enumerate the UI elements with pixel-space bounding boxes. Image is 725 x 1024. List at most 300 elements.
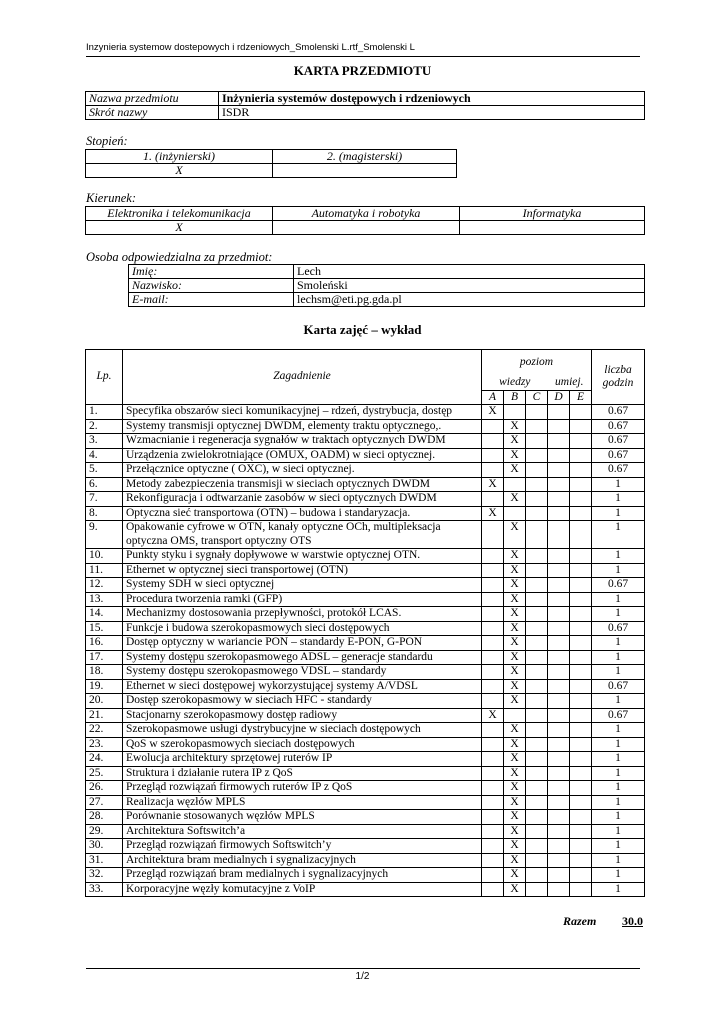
row-hours: 0.67 [592, 621, 645, 636]
row-lp: 6. [86, 477, 123, 492]
row-level-a [482, 463, 504, 478]
last-name-value: Smoleński [294, 279, 645, 293]
row-topic: Funkcje i budowa szerokopasmowych sieci dostępowych [123, 621, 482, 636]
row-level-c [526, 737, 548, 752]
row-level-d [548, 694, 570, 709]
row-hours: 1 [592, 839, 645, 854]
row-hours: 1 [592, 694, 645, 709]
row-level-a [482, 419, 504, 434]
row-topic: Wzmacnianie i regeneracja sygnałów w traktach optycznych DWDM [123, 434, 482, 449]
row-level-b: X [504, 781, 526, 796]
subject-name-label: Nazwa przedmiotu [86, 92, 219, 106]
row-level-b: X [504, 492, 526, 507]
table-row [86, 621, 645, 636]
table-row [86, 492, 645, 507]
row-level-a: X [482, 708, 504, 723]
col-skills-header: umiej. [548, 376, 592, 390]
row-level-a [482, 868, 504, 883]
row-level-a [482, 694, 504, 709]
row-level-d [548, 492, 570, 507]
row-topic: Architektura bram medialnych i sygnalizacyjnych [123, 853, 482, 868]
row-hours: 0.67 [592, 578, 645, 593]
row-level-e [570, 405, 592, 420]
row-level-d [548, 868, 570, 883]
row-level-c [526, 419, 548, 434]
row-level-a [482, 766, 504, 781]
row-level-b: X [504, 650, 526, 665]
row-level-b [504, 506, 526, 521]
row-hours: 1 [592, 723, 645, 738]
row-level-b: X [504, 578, 526, 593]
row-hours: 1 [592, 853, 645, 868]
row-level-e [570, 492, 592, 507]
row-level-b: X [504, 463, 526, 478]
row-lp: 3. [86, 434, 123, 449]
row-lp: 17. [86, 650, 123, 665]
row-topic: Specyfika obszarów sieci komunikacyjnej – rdzeń, dystrybucja, dostęp [123, 405, 482, 420]
row-lp: 12. [86, 578, 123, 593]
row-topic: Dostęp optyczny w wariancie PON – standardy E-PON, G-PON [123, 636, 482, 651]
row-level-b: X [504, 419, 526, 434]
row-level-d [548, 434, 570, 449]
row-level-d [548, 737, 570, 752]
row-level-a [482, 521, 504, 549]
row-level-c [526, 506, 548, 521]
row-hours: 1 [592, 650, 645, 665]
row-level-a [482, 737, 504, 752]
row-level-b: X [504, 448, 526, 463]
row-level-b [504, 405, 526, 420]
table-row [86, 477, 645, 492]
row-level-c [526, 665, 548, 680]
row-level-a [482, 549, 504, 564]
table-row [86, 723, 645, 738]
row-hours: 1 [592, 549, 645, 564]
row-level-a [482, 824, 504, 839]
row-level-a [482, 434, 504, 449]
row-level-a [482, 492, 504, 507]
row-level-c [526, 795, 548, 810]
table-row [86, 434, 645, 449]
row-topic: Architektura Softswitch’a [123, 824, 482, 839]
row-level-d [548, 650, 570, 665]
row-topic: Przegląd rozwiązań firmowych ruterów IP z QoS [123, 781, 482, 796]
row-lp: 18. [86, 665, 123, 680]
email-value: lechsm@eti.pg.gda.pl [294, 293, 645, 307]
row-level-b: X [504, 795, 526, 810]
row-lp: 22. [86, 723, 123, 738]
level-b-header: B [504, 390, 526, 405]
table-row [86, 839, 645, 854]
row-lp: 25. [86, 766, 123, 781]
row-level-c [526, 882, 548, 897]
row-level-c [526, 723, 548, 738]
table-row [86, 824, 645, 839]
row-level-b: X [504, 549, 526, 564]
subject-abbr-value: ISDR [219, 106, 645, 120]
table-row [86, 708, 645, 723]
row-hours: 1 [592, 506, 645, 521]
row-level-e [570, 607, 592, 622]
row-lp: 8. [86, 506, 123, 521]
row-hours: 1 [592, 477, 645, 492]
row-level-e [570, 650, 592, 665]
row-level-b: X [504, 737, 526, 752]
table-row [86, 563, 645, 578]
level-e-header: E [570, 390, 592, 405]
row-topic: Porównanie stosowanych węzłów MPLS [123, 810, 482, 825]
row-level-b: X [504, 592, 526, 607]
row-lp: 31. [86, 853, 123, 868]
col-topic-header: Zagadnienie [123, 350, 482, 405]
row-level-c [526, 868, 548, 883]
row-level-e [570, 737, 592, 752]
row-level-c [526, 448, 548, 463]
table-row [86, 795, 645, 810]
row-hours: 0.67 [592, 405, 645, 420]
person-table [128, 264, 645, 307]
direction-label: Kierunek: [86, 191, 136, 205]
row-level-d [548, 578, 570, 593]
col-level-header: poziom [482, 350, 592, 377]
row-topic: Ewolucja architektury sprzętowej ruterów IP [123, 752, 482, 767]
row-hours: 1 [592, 781, 645, 796]
row-level-c [526, 853, 548, 868]
row-level-c [526, 521, 548, 549]
row-level-e [570, 506, 592, 521]
row-hours: 1 [592, 592, 645, 607]
row-level-e [570, 868, 592, 883]
row-level-c [526, 563, 548, 578]
row-topic: Ethernet w sieci dostępowej wykorzystującej systemy A/VDSL [123, 679, 482, 694]
row-lp: 7. [86, 492, 123, 507]
row-topic: Korporacyjne węzły komutacyjne z VoIP [123, 882, 482, 897]
row-level-d [548, 882, 570, 897]
row-level-b [504, 708, 526, 723]
col-knowledge-header: wiedzy [482, 376, 548, 390]
row-topic: Rekonfiguracja i odtwarzanie zasobów w sieci optycznych DWDM [123, 492, 482, 507]
row-level-a [482, 592, 504, 607]
row-lp: 29. [86, 824, 123, 839]
row-level-d [548, 795, 570, 810]
row-topic: Stacjonarny szerokopasmowy dostęp radiowy [123, 708, 482, 723]
row-level-a [482, 578, 504, 593]
row-level-e [570, 578, 592, 593]
row-hours: 1 [592, 868, 645, 883]
row-hours: 1 [592, 795, 645, 810]
row-hours: 1 [592, 810, 645, 825]
row-hours: 1 [592, 882, 645, 897]
row-lp: 16. [86, 636, 123, 651]
table-row [86, 752, 645, 767]
direction-col-2: Automatyka i robotyka [273, 207, 460, 221]
table-row [86, 419, 645, 434]
row-level-e [570, 781, 592, 796]
row-level-a [482, 795, 504, 810]
row-level-b: X [504, 824, 526, 839]
level-a-header: A [482, 390, 504, 405]
row-hours: 1 [592, 665, 645, 680]
row-level-c [526, 766, 548, 781]
row-level-a: X [482, 477, 504, 492]
row-level-b: X [504, 607, 526, 622]
row-topic: Systemy transmisji optycznej DWDM, elementy traktu optycznego,. [123, 419, 482, 434]
degree-mark-1: X [86, 164, 273, 178]
row-level-b: X [504, 723, 526, 738]
row-level-e [570, 752, 592, 767]
row-level-c [526, 810, 548, 825]
row-lp: 15. [86, 621, 123, 636]
row-hours: 0.67 [592, 679, 645, 694]
row-lp: 20. [86, 694, 123, 709]
row-level-b: X [504, 752, 526, 767]
row-level-a [482, 853, 504, 868]
email-label: E-mail: [129, 293, 294, 307]
row-level-b: X [504, 636, 526, 651]
row-level-e [570, 766, 592, 781]
row-level-b: X [504, 853, 526, 868]
row-lp: 33. [86, 882, 123, 897]
row-lp: 10. [86, 549, 123, 564]
row-topic: Punkty styku i sygnały dopływowe w warstwie optycznej OTN. [123, 549, 482, 564]
row-lp: 19. [86, 679, 123, 694]
row-level-d [548, 839, 570, 854]
degree-col-2: 2. (magisterski) [273, 150, 457, 164]
row-level-a [482, 563, 504, 578]
row-topic: Systemy dostępu szerokopasmowego VDSL – standardy [123, 665, 482, 680]
row-level-c [526, 477, 548, 492]
row-level-a [482, 882, 504, 897]
degree-col-1: 1. (inżynierski) [86, 150, 273, 164]
row-level-e [570, 419, 592, 434]
row-hours: 1 [592, 737, 645, 752]
row-level-b: X [504, 868, 526, 883]
row-level-b: X [504, 694, 526, 709]
person-label: Osoba odpowiedzialna za przedmiot: [86, 250, 273, 264]
table-row [86, 882, 645, 897]
row-level-e [570, 853, 592, 868]
row-topic: Metody zabezpieczenia transmisji w sieciach optycznych DWDM [123, 477, 482, 492]
row-lp: 24. [86, 752, 123, 767]
total-value: 30.0 [622, 914, 643, 928]
row-level-d [548, 592, 570, 607]
row-level-a [482, 650, 504, 665]
row-lp: 26. [86, 781, 123, 796]
row-level-b: X [504, 679, 526, 694]
row-hours: 0.67 [592, 419, 645, 434]
row-lp: 30. [86, 839, 123, 854]
last-name-label: Nazwisko: [129, 279, 294, 293]
row-level-c [526, 607, 548, 622]
row-level-c [526, 708, 548, 723]
level-d-header: D [548, 390, 570, 405]
row-hours: 0.67 [592, 463, 645, 478]
table-row [86, 766, 645, 781]
row-level-d [548, 419, 570, 434]
col-lp-header: Lp. [86, 350, 123, 405]
row-hours: 0.67 [592, 708, 645, 723]
first-name-label: Imię: [129, 265, 294, 279]
row-level-c [526, 405, 548, 420]
row-level-b: X [504, 810, 526, 825]
row-level-a [482, 752, 504, 767]
table-row [86, 868, 645, 883]
row-lp: 28. [86, 810, 123, 825]
row-level-e [570, 549, 592, 564]
row-hours: 1 [592, 824, 645, 839]
row-level-e [570, 477, 592, 492]
row-topic: Procedura tworzenia ramki (GFP) [123, 592, 482, 607]
row-topic: QoS w szerokopasmowych sieciach dostępowych [123, 737, 482, 752]
table-row [86, 506, 645, 521]
row-topic: Przegląd rozwiązań bram medialnych i sygnalizacyjnych [123, 868, 482, 883]
direction-table [85, 206, 645, 235]
table-row [86, 463, 645, 478]
row-level-b [504, 477, 526, 492]
row-hours: 1 [592, 492, 645, 507]
row-level-e [570, 882, 592, 897]
table-row [86, 853, 645, 868]
row-lp: 5. [86, 463, 123, 478]
row-level-c [526, 650, 548, 665]
row-level-d [548, 679, 570, 694]
row-level-c [526, 839, 548, 854]
total-label: Razem [563, 914, 597, 928]
row-level-b: X [504, 766, 526, 781]
row-level-e [570, 592, 592, 607]
row-lp: 11. [86, 563, 123, 578]
row-level-c [526, 463, 548, 478]
row-lp: 1. [86, 405, 123, 420]
row-level-d [548, 607, 570, 622]
direction-mark-1: X [86, 221, 273, 235]
table-row [86, 607, 645, 622]
lecture-title: Karta zajęć – wykład [303, 322, 422, 337]
table-row [86, 636, 645, 651]
first-name-value: Lech [294, 265, 645, 279]
row-level-d [548, 752, 570, 767]
row-level-c [526, 492, 548, 507]
table-row [86, 578, 645, 593]
row-level-c [526, 752, 548, 767]
row-level-b: X [504, 665, 526, 680]
table-row [86, 592, 645, 607]
row-hours: 1 [592, 752, 645, 767]
row-level-d [548, 549, 570, 564]
row-level-d [548, 766, 570, 781]
row-level-d [548, 463, 570, 478]
row-topic: Systemy dostępu szerokopasmowego ADSL – generacje standardu [123, 650, 482, 665]
row-level-a [482, 723, 504, 738]
row-level-e [570, 839, 592, 854]
row-hours: 1 [592, 607, 645, 622]
row-topic: Dostęp szerokopasmowy w sieciach HFC - standardy [123, 694, 482, 709]
row-level-e [570, 723, 592, 738]
direction-mark-2 [273, 221, 460, 235]
row-lp: 14. [86, 607, 123, 622]
table-row [86, 448, 645, 463]
row-level-e [570, 448, 592, 463]
row-level-a [482, 665, 504, 680]
footer-rule [86, 968, 640, 969]
row-level-d [548, 636, 570, 651]
direction-col-1: Elektronika i telekomunikacja [86, 207, 273, 221]
subject-table [85, 91, 645, 120]
row-level-d [548, 723, 570, 738]
row-level-d [548, 781, 570, 796]
row-level-e [570, 463, 592, 478]
row-level-d [548, 506, 570, 521]
row-level-a [482, 607, 504, 622]
direction-col-3: Informatyka [460, 207, 645, 221]
row-level-e [570, 434, 592, 449]
row-level-d [548, 448, 570, 463]
row-level-d [548, 563, 570, 578]
row-lp: 32. [86, 868, 123, 883]
row-level-c [526, 592, 548, 607]
row-hours: 1 [592, 636, 645, 651]
row-level-c [526, 549, 548, 564]
row-lp: 13. [86, 592, 123, 607]
row-level-c [526, 578, 548, 593]
row-topic: Optyczna sieć transportowa (OTN) – budowa i standaryzacja. [123, 506, 482, 521]
row-level-d [548, 521, 570, 549]
row-level-a [482, 839, 504, 854]
row-level-a: X [482, 405, 504, 420]
row-level-e [570, 679, 592, 694]
row-topic: Szerokopasmowe usługi dystrybucyjne w sieciach dostępowych [123, 723, 482, 738]
subject-abbr-label: Skrót nazwy [86, 106, 219, 120]
row-level-b: X [504, 521, 526, 549]
table-row [86, 679, 645, 694]
row-level-c [526, 636, 548, 651]
table-row [86, 810, 645, 825]
row-level-e [570, 694, 592, 709]
row-level-c [526, 781, 548, 796]
row-level-d [548, 405, 570, 420]
row-level-e [570, 824, 592, 839]
table-row [86, 650, 645, 665]
row-level-a [482, 781, 504, 796]
row-level-e [570, 795, 592, 810]
row-level-b: X [504, 621, 526, 636]
level-c-header: C [526, 390, 548, 405]
row-topic: Przegląd rozwiązań firmowych Softswitch’y [123, 839, 482, 854]
table-row [86, 665, 645, 680]
degree-table [85, 149, 457, 178]
row-level-c [526, 621, 548, 636]
row-hours: 1 [592, 766, 645, 781]
row-level-c [526, 824, 548, 839]
page-title: KARTA PRZEDMIOTU [293, 63, 432, 78]
document-header: Inzynieria systemow dostepowych i rdzeniowych_Smolenski L.rtf_Smolenski L [86, 42, 415, 53]
row-topic: Mechanizmy dostosowania przepływności, protokół LCAS. [123, 607, 482, 622]
row-level-a [482, 810, 504, 825]
row-lp: 2. [86, 419, 123, 434]
row-level-b: X [504, 563, 526, 578]
row-level-d [548, 477, 570, 492]
lecture-table [85, 349, 645, 897]
row-topic: Realizacja węzłów MPLS [123, 795, 482, 810]
row-level-d [548, 708, 570, 723]
row-level-e [570, 563, 592, 578]
row-level-b: X [504, 839, 526, 854]
row-level-d [548, 665, 570, 680]
row-topic: Urządzenia zwielokrotniające (OMUX, OADM) w sieci optycznej. [123, 448, 482, 463]
row-level-e [570, 636, 592, 651]
table-row [86, 737, 645, 752]
row-hours: 1 [592, 521, 645, 549]
